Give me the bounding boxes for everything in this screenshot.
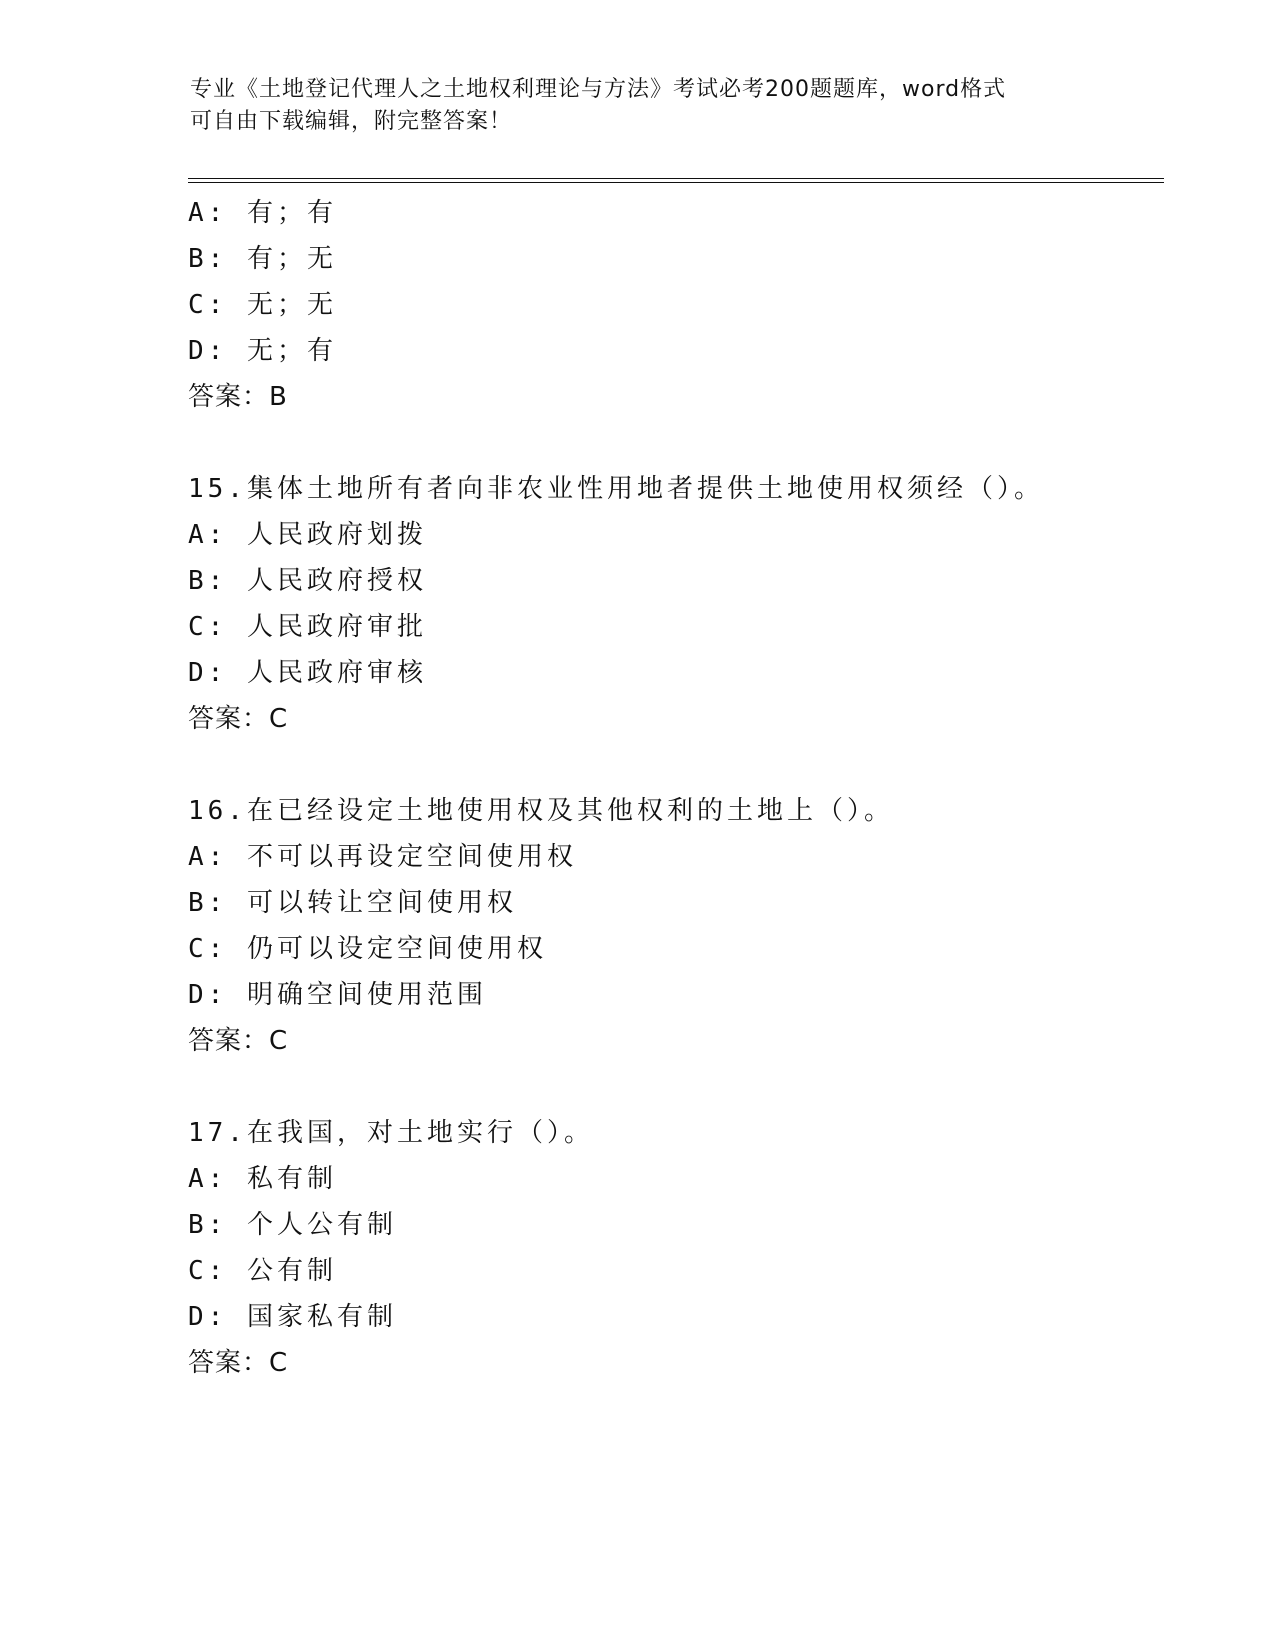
option-b: B: 有；无 [188, 244, 337, 274]
option-d: D: 无；有 [188, 336, 337, 366]
option-c: C: 公有制 [188, 1256, 337, 1286]
question-text: 15.集体土地所有者向非农业性用地者提供土地使用权须经（）。 [188, 474, 1044, 504]
option-a: A: 不可以再设定空间使用权 [188, 842, 577, 872]
option-c: C: 仍可以设定空间使用权 [188, 934, 547, 964]
option-b: B: 个人公有制 [188, 1210, 397, 1240]
answer-label: 答案：C [188, 704, 289, 734]
question-text: 16.在已经设定土地使用权及其他权利的土地上（）。 [188, 796, 894, 826]
header-line-1: 专业《土地登记代理人之土地权利理论与方法》考试必考200题题库，word格式 [190, 77, 1007, 102]
question-text: 17.在我国，对土地实行（）。 [188, 1118, 594, 1148]
document-header [190, 74, 1090, 138]
option-a: A: 有；有 [188, 198, 337, 228]
question-16 [188, 788, 1164, 1064]
answer-label: 答案：C [188, 1026, 289, 1056]
option-d: D: 国家私有制 [188, 1302, 397, 1332]
spacer [188, 742, 1164, 788]
question-14-continued [188, 190, 1164, 420]
spacer [188, 420, 1164, 466]
option-c: C: 人民政府审批 [188, 612, 427, 642]
question-17 [188, 1110, 1164, 1386]
option-b: B: 可以转让空间使用权 [188, 888, 517, 918]
option-d: D: 人民政府审核 [188, 658, 427, 688]
option-b: B: 人民政府授权 [188, 566, 427, 596]
answer-label: 答案：C [188, 1348, 289, 1378]
option-c: C: 无；无 [188, 290, 337, 320]
answer-label: 答案：B [188, 382, 288, 412]
header-line-2: 可自由下载编辑，附完整答案！ [190, 109, 513, 134]
question-list [188, 190, 1164, 1386]
header-divider [188, 178, 1164, 183]
option-a: A: 私有制 [188, 1164, 337, 1194]
question-15 [188, 466, 1164, 742]
spacer [188, 1064, 1164, 1110]
option-a: A: 人民政府划拨 [188, 520, 427, 550]
option-d: D: 明确空间使用范围 [188, 980, 487, 1010]
